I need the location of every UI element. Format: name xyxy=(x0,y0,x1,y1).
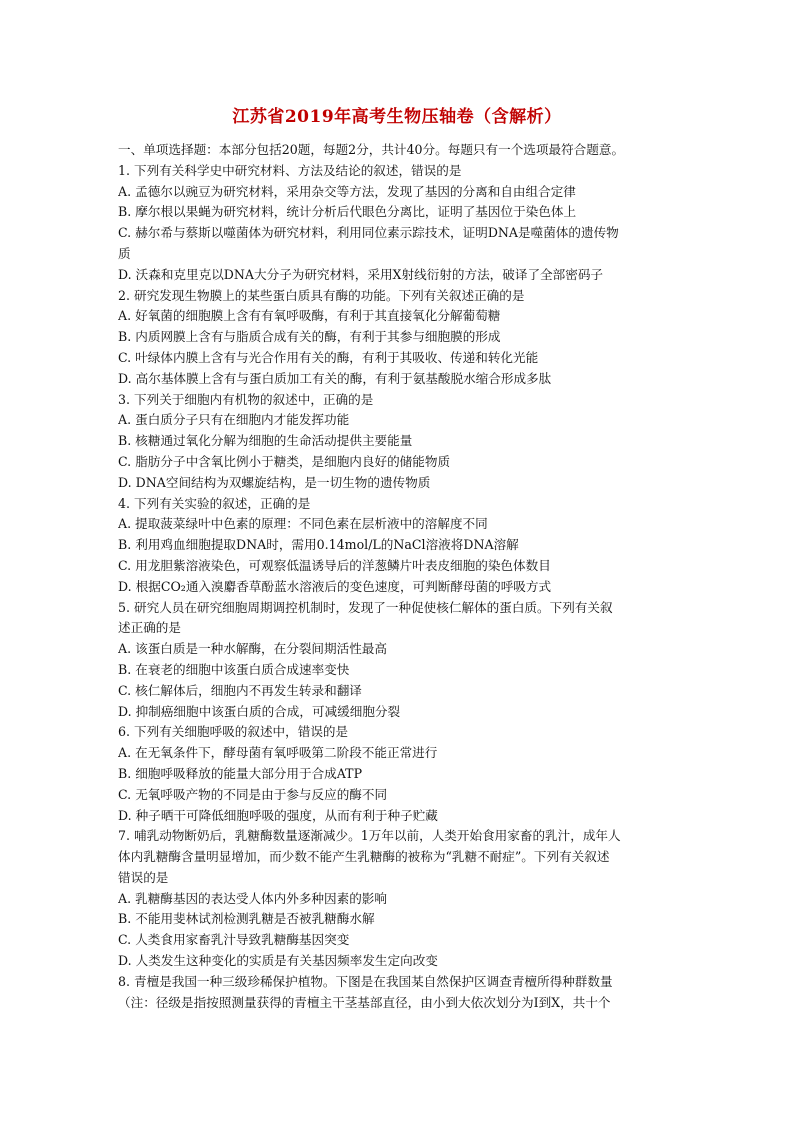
option-a: A. 蛋白质分子只有在细胞内才能发挥功能 xyxy=(118,412,350,428)
option-d: D. 种子晒干可降低细胞呼吸的强度，从而有利于种子贮藏 xyxy=(118,807,438,823)
option-a: A. 乳糖酶基因的表达受人体内外多种因素的影响 xyxy=(118,890,387,906)
question-1 xyxy=(118,161,678,286)
page-title: 江苏省2019年高考生物压轴卷（含解析） xyxy=(232,107,562,127)
question-stem: 5. 研究人员在研究细胞周期调控机制时，发现了一种促使核仁解体的蛋白质。下列有关叙 xyxy=(118,599,613,615)
option-b: B. 不能用斐林试剂检测乳糖是否被乳糖酶水解 xyxy=(118,911,375,927)
question-stem: 4. 下列有关实验的叙述，正确的是 xyxy=(118,495,311,511)
option-a: A. 该蛋白质是一种水解酶，在分裂间期活性最高 xyxy=(118,641,387,657)
question-3 xyxy=(118,390,678,494)
option-d: D. 沃森和克里克以DNA大分子为研究材料，采用X射线衍射的方法，破译了全部密码子 xyxy=(118,266,604,282)
option-c: C. 人类食用家畜乳汁导致乳糖酶基因突变 xyxy=(118,932,350,948)
section-header: 一、单项选择题：本部分包括20题，每题2分，共计40分。每题只有一个选项最符合题意。 xyxy=(118,142,625,157)
option-a: A. 提取菠菜绿叶中色素的原理：不同色素在层析液中的溶解度不同 xyxy=(118,516,488,532)
option-c: C. 无氧呼吸产物的不同是由于参与反应的酶不同 xyxy=(118,786,388,802)
option-d: D. 高尔基体膜上含有与蛋白质加工有关的酶，有利于氨基酸脱水缩合形成多肽 xyxy=(118,370,552,386)
option-d: D. 抑制癌细胞中该蛋白质的合成，可减缓细胞分裂 xyxy=(118,703,401,719)
question-stem: 6. 下列有关细胞呼吸的叙述中，错误的是 xyxy=(118,724,349,740)
question-stem: 8. 青檀是我国一种三级珍稀保护植物。下图是在我国某自然保护区调查青檀所得种群数量 xyxy=(118,973,613,989)
option-b: B. 核糖通过氧化分解为细胞的生命活动提供主要能量 xyxy=(118,433,413,449)
question-stem: 1. 下列有关科学史中研究材料、方法及结论的叙述，错误的是 xyxy=(118,162,462,178)
question-stem-continued: 错误的是 xyxy=(118,869,169,885)
question-5 xyxy=(118,598,678,723)
option-c: C. 脂肪分子中含氧比例小于糖类，是细胞内良好的储能物质 xyxy=(118,453,451,469)
option-c: C. 核仁解体后，细胞内不再发生转录和翻译 xyxy=(118,682,362,698)
option-c: C. 用龙胆紫溶液染色，可观察低温诱导后的洋葱鳞片叶表皮细胞的染色体数目 xyxy=(118,557,551,573)
question-6 xyxy=(118,722,678,826)
option-c: C. 赫尔希与蔡斯以噬菌体为研究材料，利用同位素示踪技术，证明DNA是噬菌体的遗传物 xyxy=(118,225,619,241)
question-stem: 7. 哺乳动物断奶后，乳糖酶数量逐渐减少。1万年以前，人类开始食用家畜的乳汁，成年人 xyxy=(118,828,621,844)
option-b: B. 在衰老的细胞中该蛋白质合成速率变快 xyxy=(118,661,350,677)
question-stem-continued: （注：径级是指按照测量获得的青檀主干茎基部直径，由小到大依次划分为Ⅰ到Ⅹ，共十个 xyxy=(118,994,611,1010)
question-2 xyxy=(118,286,678,390)
option-d: D. 根据CO₂通入溴麝香草酚蓝水溶液后的变色速度，可判断酵母菌的呼吸方式 xyxy=(118,578,552,594)
option-a: A. 在无氧条件下，酵母菌有氧呼吸第二阶段不能正常进行 xyxy=(118,745,438,761)
question-stem-continued: 述正确的是 xyxy=(118,620,181,636)
option-d: D. 人类发生这种变化的实质是有关基因频率发生定向改变 xyxy=(118,953,438,969)
option-d: D. DNA空间结构为双螺旋结构，是一切生物的遗传物质 xyxy=(118,474,431,490)
option-b: B. 摩尔根以果蝇为研究材料，统计分析后代眼色分离比，证明了基因位于染色体上 xyxy=(118,204,577,220)
option-a: A. 好氧菌的细胞膜上含有有氧呼吸酶，有利于其直接氧化分解葡萄糖 xyxy=(118,308,501,324)
question-8 xyxy=(118,972,678,1014)
option-c: C. 叶绿体内膜上含有与光合作用有关的酶，有利于其吸收、传递和转化光能 xyxy=(118,349,539,365)
option-b: B. 内质网膜上含有与脂质合成有关的酶，有利于其参与细胞膜的形成 xyxy=(118,329,501,345)
question-7 xyxy=(118,826,678,972)
option-c-continued: 质 xyxy=(118,245,131,261)
question-stem-continued: 体内乳糖酶含量明显增加，而少数不能产生乳糖酶的被称为“乳糖不耐症”。下列有关叙述 xyxy=(118,849,610,865)
option-a: A. 孟德尔以豌豆为研究材料，采用杂交等方法，发现了基因的分离和自由组合定律 xyxy=(118,183,576,199)
exam-content xyxy=(118,140,678,1013)
question-4 xyxy=(118,494,678,598)
question-stem: 3. 下列关于细胞内有机物的叙述中，正确的是 xyxy=(118,391,374,407)
option-b: B. 细胞呼吸释放的能量大部分用于合成ATP xyxy=(118,765,363,781)
question-stem: 2. 研究发现生物膜上的某些蛋白质具有酶的功能。下列有关叙述正确的是 xyxy=(118,287,525,303)
option-b: B. 利用鸡血细胞提取DNA时，需用0.14mol/L的NaCl溶液将DNA溶解 xyxy=(118,537,519,553)
